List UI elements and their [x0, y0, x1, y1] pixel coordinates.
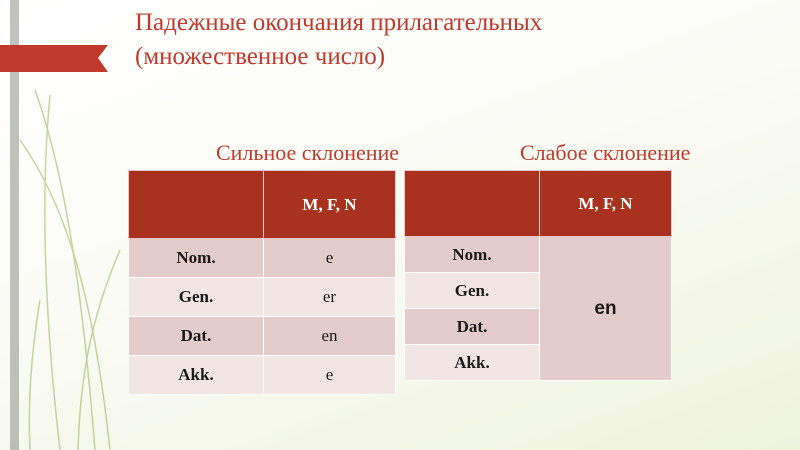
table-row — [405, 237, 672, 273]
strong-declension-table — [128, 170, 396, 395]
case-cell: Nom. — [129, 239, 264, 278]
header-empty-cell — [129, 171, 264, 239]
decorative-curves — [20, 90, 120, 450]
case-cell: Dat. — [129, 317, 264, 356]
table-header-row — [405, 171, 672, 237]
table-row — [129, 317, 396, 356]
table-header-row — [129, 171, 396, 239]
table-row — [129, 239, 396, 278]
case-cell: Gen. — [129, 278, 264, 317]
header-gender-cell: M, F, N — [264, 171, 396, 239]
ending-cell: e — [264, 239, 396, 278]
strong-declension-heading: Сильное склонение — [216, 140, 400, 165]
table-row — [129, 356, 396, 395]
case-cell: Nom. — [405, 237, 540, 273]
title-flag-banner — [0, 45, 108, 72]
slide-title — [135, 6, 755, 74]
weak-declension-heading: Слабое склонение — [520, 140, 691, 165]
ending-cell: er — [264, 278, 396, 317]
header-gender-cell: M, F, N — [540, 171, 672, 237]
title-line-2: (множественное число) — [135, 43, 386, 70]
header-empty-cell — [405, 171, 540, 237]
case-cell: Gen. — [405, 273, 540, 309]
title-line-1: Падежные окончания прилагательных — [135, 9, 543, 36]
table-row — [129, 278, 396, 317]
ending-merged-cell: en — [540, 237, 672, 381]
ending-cell: en — [264, 317, 396, 356]
weak-declension-table — [404, 170, 672, 381]
ending-cell: e — [264, 356, 396, 395]
case-cell: Akk. — [405, 345, 540, 381]
case-cell: Akk. — [129, 356, 264, 395]
case-cell: Dat. — [405, 309, 540, 345]
